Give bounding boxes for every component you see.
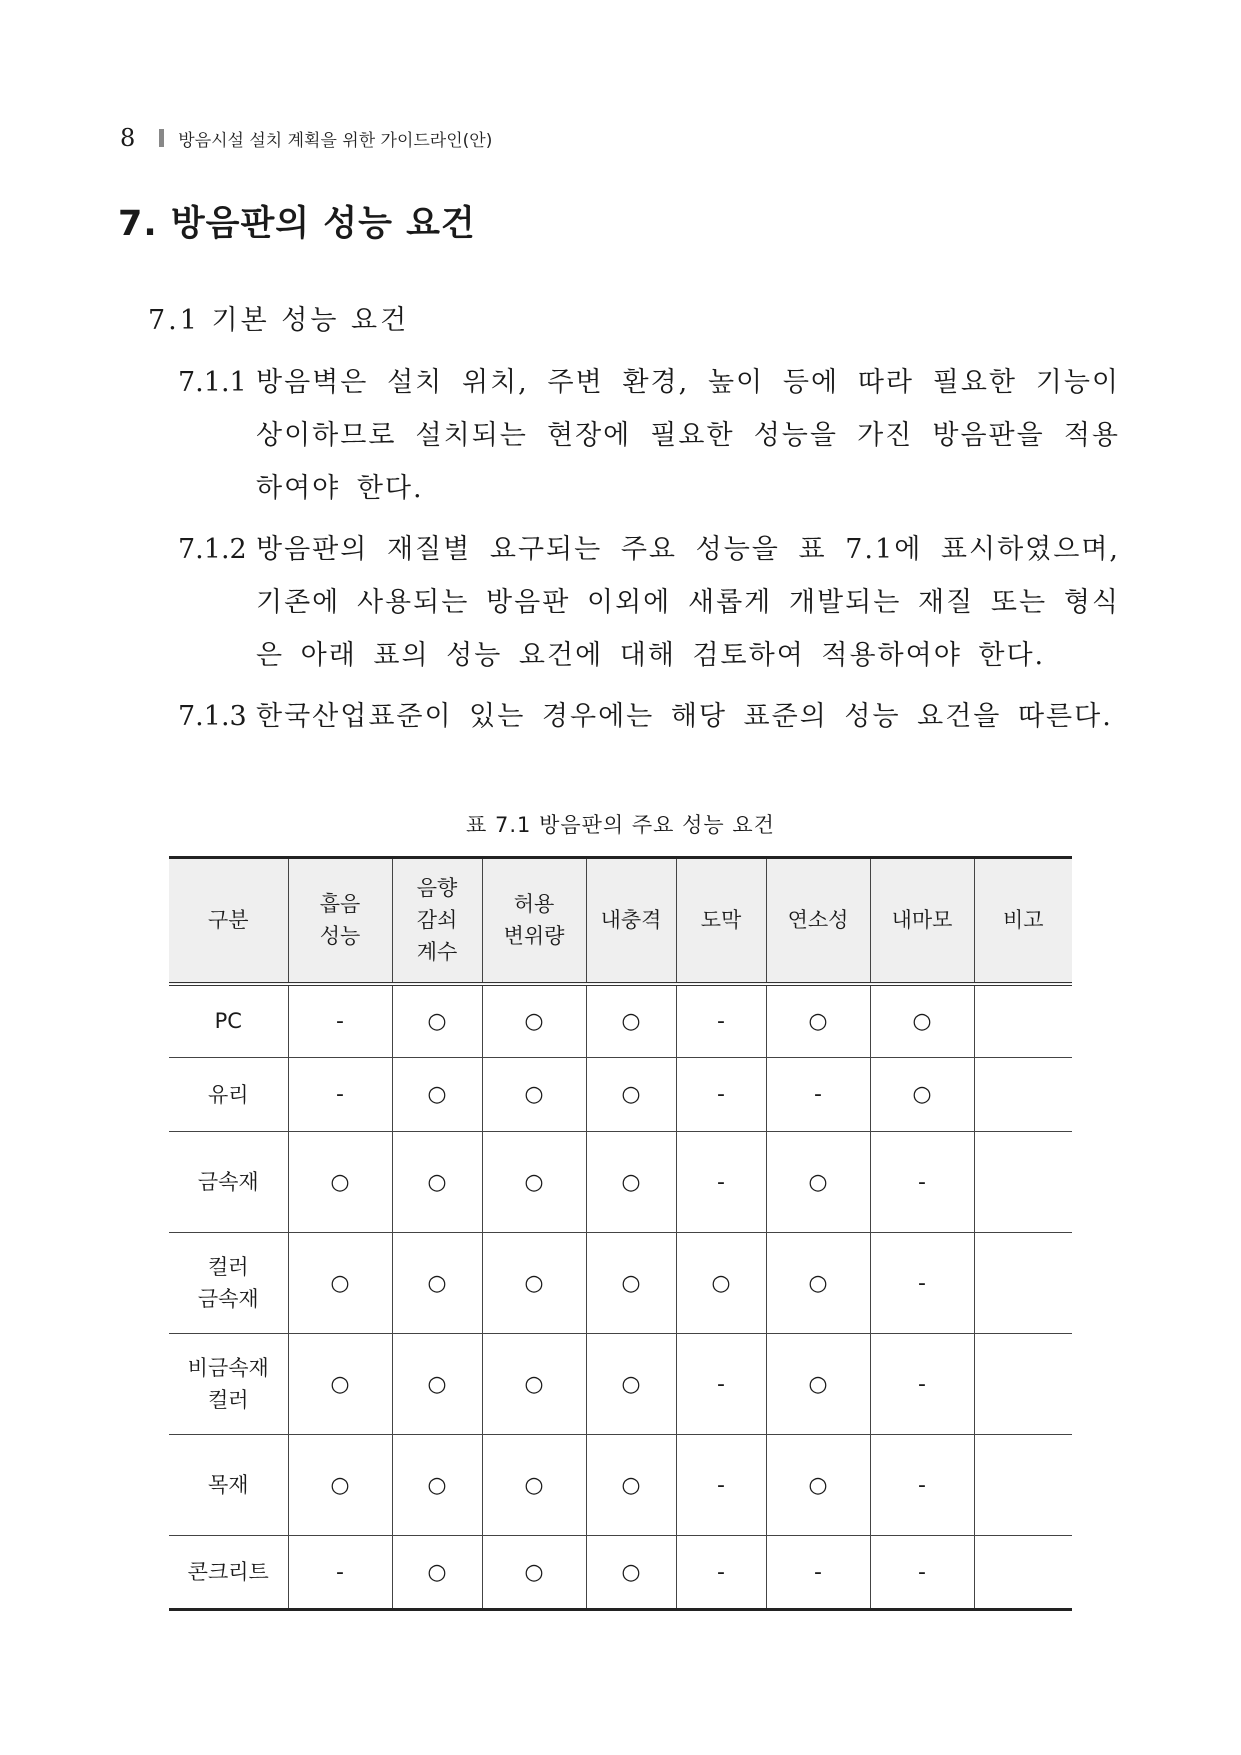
column-header bbox=[586, 858, 676, 984]
row-label bbox=[169, 1435, 288, 1536]
section-title: 7. 방음판의 성능 요건 bbox=[118, 204, 476, 244]
applicable-mark-cell: ○ bbox=[392, 1334, 482, 1435]
column-header-line: 성능 bbox=[319, 924, 361, 949]
applicable-mark-cell: ○ bbox=[766, 1435, 870, 1536]
performance-requirements-table bbox=[169, 856, 1072, 1611]
column-header bbox=[766, 858, 870, 984]
row-label-line: 비금속재 bbox=[187, 1356, 269, 1380]
applicable-mark-cell: ○ bbox=[392, 1233, 482, 1334]
applicable-mark-cell: ○ bbox=[482, 984, 586, 1058]
column-header-line: 계수 bbox=[416, 940, 458, 965]
not-applicable-cell: - bbox=[870, 1334, 974, 1435]
row-label bbox=[169, 984, 288, 1058]
applicable-mark-cell: ○ bbox=[586, 1536, 676, 1610]
column-header-line: 음향 bbox=[416, 876, 458, 901]
row-label bbox=[169, 1334, 288, 1435]
not-applicable-cell: - bbox=[288, 984, 392, 1058]
row-label-line: 컬러 bbox=[207, 1388, 249, 1412]
applicable-mark-cell: ○ bbox=[870, 1058, 974, 1132]
row-label-line: 금속재 bbox=[197, 1287, 259, 1311]
row-label-line: 컬러 bbox=[207, 1255, 249, 1279]
running-header bbox=[120, 123, 492, 153]
remark-cell bbox=[974, 1435, 1072, 1536]
applicable-mark-cell: ○ bbox=[288, 1334, 392, 1435]
table-body bbox=[169, 984, 1072, 1610]
remark-cell bbox=[974, 1233, 1072, 1334]
clause-text: 방음판의 재질별 요구되는 주요 성능을 표 7.1에 표시하였으며, 기존에 사용되는 방음판 이외에 새롭게 개발되는 재질 또는 형식은 아래 표의 성능 요건에 대해 검토하여 적용하여야 한다. bbox=[256, 534, 1120, 671]
table-row bbox=[169, 1536, 1072, 1610]
not-applicable-cell: - bbox=[676, 1536, 766, 1610]
row-label-line: 유리 bbox=[207, 1082, 249, 1107]
column-header-line: 변위량 bbox=[503, 924, 565, 949]
applicable-mark-cell: ○ bbox=[288, 1435, 392, 1536]
applicable-mark-cell: ○ bbox=[482, 1058, 586, 1132]
row-label-line: 금속재 bbox=[197, 1170, 259, 1194]
applicable-mark-cell: ○ bbox=[482, 1233, 586, 1334]
clause-7-1-1 bbox=[178, 356, 1120, 515]
not-applicable-cell: - bbox=[870, 1435, 974, 1536]
applicable-mark-cell: ○ bbox=[766, 984, 870, 1058]
not-applicable-cell: - bbox=[870, 1233, 974, 1334]
column-header-line: 구분 bbox=[207, 908, 249, 933]
row-label-line: 목재 bbox=[207, 1473, 249, 1497]
applicable-mark-cell: ○ bbox=[586, 1058, 676, 1132]
not-applicable-cell: - bbox=[288, 1536, 392, 1610]
applicable-mark-cell: ○ bbox=[288, 1233, 392, 1334]
applicable-mark-cell: ○ bbox=[870, 984, 974, 1058]
page-number: 8 bbox=[120, 124, 136, 152]
applicable-mark-cell: ○ bbox=[482, 1334, 586, 1435]
clause-text: 한국산업표준이 있는 경우에는 해당 표준의 성능 요건을 따른다. bbox=[256, 701, 1113, 732]
not-applicable-cell: - bbox=[676, 1058, 766, 1132]
row-label bbox=[169, 1058, 288, 1132]
remark-cell bbox=[974, 1334, 1072, 1435]
applicable-mark-cell: ○ bbox=[586, 1233, 676, 1334]
applicable-mark-cell: ○ bbox=[586, 1435, 676, 1536]
clause-number: 7.1.3 bbox=[178, 701, 247, 732]
applicable-mark-cell: ○ bbox=[586, 984, 676, 1058]
clause-text: 방음벽은 설치 위치, 주변 환경, 높이 등에 따라 필요한 기능이 상이하므로 설치되는 현장에 필요한 성능을 가진 방음판을 적용하여야 한다. bbox=[256, 367, 1120, 504]
table-row bbox=[169, 1334, 1072, 1435]
not-applicable-cell: - bbox=[870, 1536, 974, 1610]
applicable-mark-cell: ○ bbox=[392, 1058, 482, 1132]
not-applicable-cell: - bbox=[676, 1435, 766, 1536]
not-applicable-cell: - bbox=[676, 1334, 766, 1435]
row-label bbox=[169, 1233, 288, 1334]
column-header-line: 비고 bbox=[1002, 908, 1044, 933]
applicable-mark-cell: ○ bbox=[288, 1132, 392, 1233]
column-header bbox=[392, 858, 482, 984]
remark-cell bbox=[974, 984, 1072, 1058]
applicable-mark-cell: ○ bbox=[392, 984, 482, 1058]
column-header-line: 내마모 bbox=[891, 908, 953, 933]
remark-cell bbox=[974, 1536, 1072, 1610]
applicable-mark-cell: ○ bbox=[482, 1435, 586, 1536]
column-header bbox=[482, 858, 586, 984]
document-title: 방음시설 설치 계획을 위한 가이드라인(안) bbox=[178, 130, 493, 151]
table-header-row bbox=[169, 858, 1072, 984]
not-applicable-cell: - bbox=[766, 1058, 870, 1132]
applicable-mark-cell: ○ bbox=[482, 1132, 586, 1233]
applicable-mark-cell: ○ bbox=[392, 1536, 482, 1610]
column-header-line: 연소성 bbox=[787, 908, 849, 933]
applicable-mark-cell: ○ bbox=[766, 1132, 870, 1233]
column-header-line: 흡음 bbox=[319, 892, 361, 917]
applicable-mark-cell: ○ bbox=[676, 1233, 766, 1334]
not-applicable-cell: - bbox=[766, 1536, 870, 1610]
applicable-mark-cell: ○ bbox=[392, 1132, 482, 1233]
applicable-mark-cell: ○ bbox=[766, 1334, 870, 1435]
not-applicable-cell: - bbox=[676, 1132, 766, 1233]
table-row bbox=[169, 1233, 1072, 1334]
column-header-line: 허용 bbox=[513, 892, 555, 917]
row-label-line: 콘크리트 bbox=[187, 1560, 269, 1584]
applicable-mark-cell: ○ bbox=[392, 1435, 482, 1536]
table-row bbox=[169, 984, 1072, 1058]
not-applicable-cell: - bbox=[288, 1058, 392, 1132]
remark-cell bbox=[974, 1132, 1072, 1233]
clause-number: 7.1.1 bbox=[178, 367, 247, 398]
applicable-mark-cell: ○ bbox=[586, 1132, 676, 1233]
clause-number: 7.1.2 bbox=[178, 534, 247, 565]
column-header-line: 감쇠 bbox=[416, 908, 458, 933]
applicable-mark-cell: ○ bbox=[482, 1536, 586, 1610]
table-row bbox=[169, 1132, 1072, 1233]
row-label bbox=[169, 1536, 288, 1610]
column-header-line: 내충격 bbox=[600, 908, 662, 933]
column-header-line: 도막 bbox=[700, 908, 742, 933]
column-header bbox=[169, 858, 288, 984]
row-label bbox=[169, 1132, 288, 1233]
not-applicable-cell: - bbox=[676, 984, 766, 1058]
clause-7-1-3 bbox=[178, 690, 1120, 743]
applicable-mark-cell: ○ bbox=[586, 1334, 676, 1435]
row-label-line: PC bbox=[214, 1009, 242, 1034]
column-header bbox=[288, 858, 392, 984]
column-header bbox=[676, 858, 766, 984]
header-divider-bar bbox=[159, 129, 164, 147]
not-applicable-cell: - bbox=[870, 1132, 974, 1233]
applicable-mark-cell: ○ bbox=[766, 1233, 870, 1334]
table-caption: 표 7.1 방음판의 주요 성능 요건 bbox=[466, 813, 775, 837]
clause-7-1-2 bbox=[178, 523, 1120, 682]
remark-cell bbox=[974, 1058, 1072, 1132]
subsection-title: 7.1 기본 성능 요건 bbox=[148, 305, 410, 336]
column-header bbox=[870, 858, 974, 984]
table-row bbox=[169, 1058, 1072, 1132]
table-row bbox=[169, 1435, 1072, 1536]
column-header bbox=[974, 858, 1072, 984]
